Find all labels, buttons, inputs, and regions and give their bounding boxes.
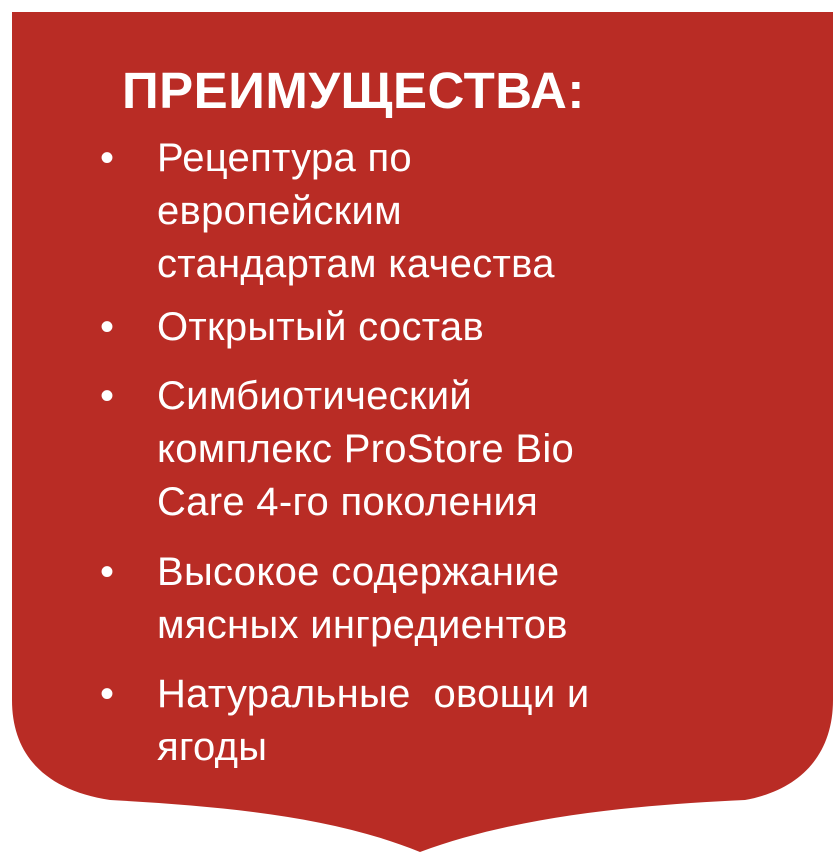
- benefit-line: ягоды: [157, 725, 268, 769]
- benefit-text: [157, 132, 717, 291]
- benefit-text: [157, 370, 717, 529]
- benefit-line: Натуральные овощи и: [157, 672, 590, 716]
- page-title: ПРЕИМУЩЕСТВА:: [122, 62, 585, 119]
- benefit-text: [157, 668, 717, 774]
- benefit-line: Рецептура по: [157, 136, 412, 180]
- benefit-line: стандартам качества: [157, 242, 555, 286]
- benefit-line: Симбиотический: [157, 374, 473, 418]
- benefit-line: Care 4-го поколения: [157, 480, 539, 524]
- benefit-text: [157, 301, 717, 354]
- bullet-icon: •: [100, 550, 115, 594]
- benefit-line: Высокое содержание: [157, 550, 560, 594]
- bullet-icon: •: [100, 672, 115, 716]
- benefit-line: Открытый состав: [157, 305, 485, 349]
- bullet-icon: •: [100, 374, 115, 418]
- benefit-text: [157, 546, 717, 652]
- bullet-icon: •: [100, 305, 115, 349]
- benefit-line: европейским: [157, 189, 402, 233]
- benefit-line: комплекс ProStore Bio: [157, 427, 575, 471]
- bullet-icon: •: [100, 136, 115, 180]
- benefit-line: мясных ингредиентов: [157, 603, 568, 647]
